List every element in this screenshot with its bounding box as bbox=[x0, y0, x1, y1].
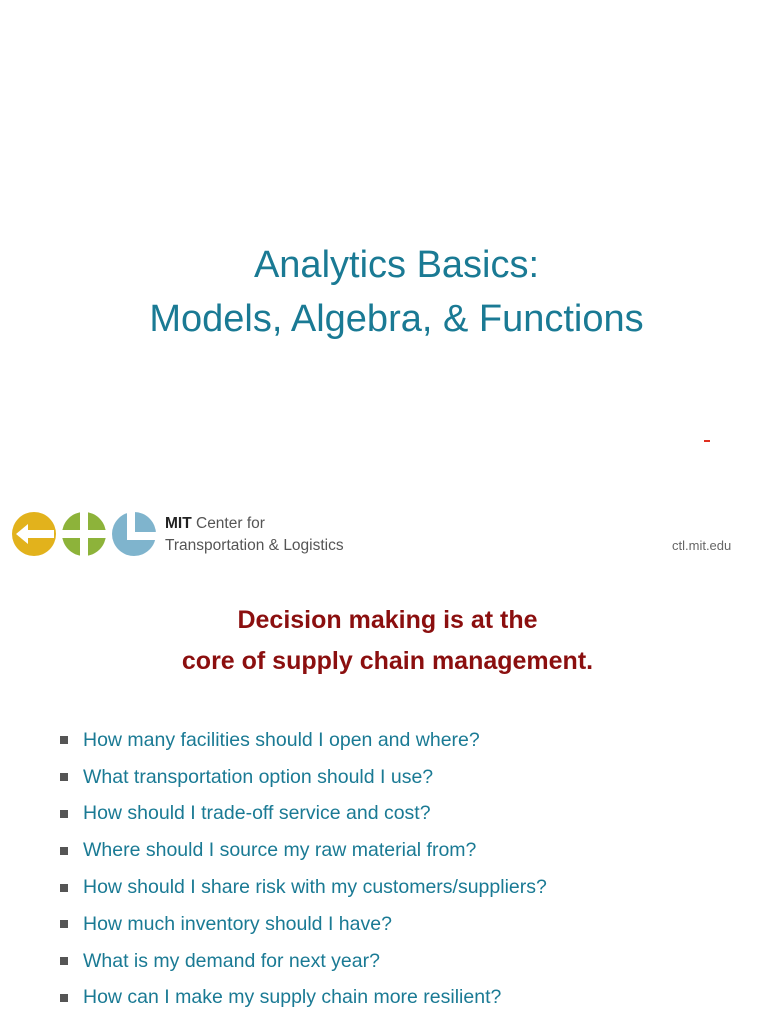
square-bullet-icon bbox=[60, 810, 68, 818]
headline-line-1: Decision making is at the bbox=[237, 606, 538, 634]
title-line-1: Analytics Basics: bbox=[253, 244, 540, 286]
org-line-2: Transportation & Logistics bbox=[165, 537, 344, 554]
question-text: How should I share risk with my customers/suppliers? bbox=[83, 876, 547, 899]
square-bullet-icon bbox=[60, 736, 68, 744]
slide-title bbox=[0, 238, 768, 346]
square-bullet-icon bbox=[60, 847, 68, 855]
square-bullet-icon bbox=[60, 884, 68, 892]
question-text: What is my demand for next year? bbox=[83, 949, 380, 972]
list-item bbox=[60, 943, 547, 980]
question-text: How can I make my supply chain more resilient? bbox=[83, 986, 502, 1009]
red-mark bbox=[704, 440, 710, 442]
ctl-logo bbox=[12, 510, 157, 558]
org-bold: MIT bbox=[165, 515, 192, 532]
list-item bbox=[60, 869, 547, 906]
square-bullet-icon bbox=[60, 994, 68, 1002]
slide-headline bbox=[0, 600, 768, 682]
headline-line-2: core of supply chain management. bbox=[181, 647, 594, 675]
title-line-2: Models, Algebra, & Functions bbox=[149, 298, 644, 340]
question-text: Where should I source my raw material from? bbox=[83, 839, 477, 862]
list-item bbox=[60, 980, 547, 1017]
question-text: How should I trade-off service and cost? bbox=[83, 802, 431, 825]
question-text: What transportation option should I use? bbox=[83, 765, 434, 788]
square-bullet-icon bbox=[60, 920, 68, 928]
list-item bbox=[60, 796, 547, 833]
question-text: How many facilities should I open and where? bbox=[83, 728, 480, 751]
org-rest: Center for bbox=[191, 515, 265, 532]
list-item bbox=[60, 832, 547, 869]
square-bullet-icon bbox=[60, 773, 68, 781]
list-item bbox=[60, 759, 547, 796]
question-text: How much inventory should I have? bbox=[83, 912, 392, 935]
question-list bbox=[60, 722, 547, 1016]
list-item bbox=[60, 722, 547, 759]
site-url: ctl.mit.edu bbox=[672, 538, 732, 553]
list-item bbox=[60, 906, 547, 943]
square-bullet-icon bbox=[60, 957, 68, 965]
org-name bbox=[165, 513, 344, 557]
